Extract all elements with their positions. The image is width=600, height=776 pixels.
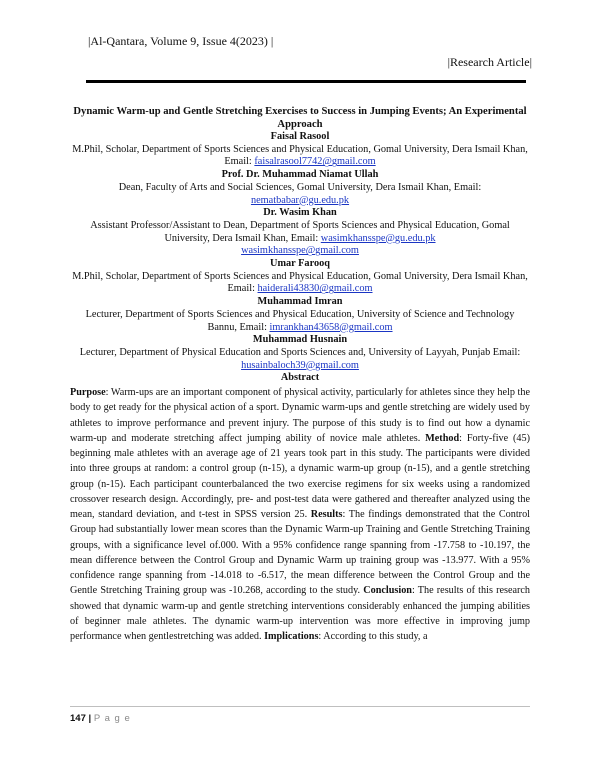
- paper-body: [70, 106, 530, 644]
- author-name: Muhammad Husnain: [252, 334, 348, 346]
- conclusion-text: : The results of this research showed that dynamic warm-up and gentle stretching interventions considerably enhanced the jumping abilities of beginner male athletes. The dynamic warm-up intervention was more effective in improving jump performance when gentlestretching was added.: [70, 585, 530, 643]
- author-name: Umar Farooq: [270, 258, 330, 270]
- affiliation-text: Lecturer, Department of Physical Education and Sports Sciences and, University of Layyah, Punjab Email:: [79, 346, 521, 358]
- affiliation-text: Assistant Professor/Assistant to Dean, Department of Sports Sciences and Physical Education, Gomal University, Dera Ismail Khan, Email:: [90, 219, 510, 244]
- email-link-secondary[interactable]: wasimkhansspe@gmail.com: [241, 245, 359, 257]
- abstract-heading: Abstract: [280, 372, 320, 384]
- paper-title: Dynamic Warm-up and Gentle Stretching Exercises to Success in Jumping Events; An Experimental Approach: [73, 106, 527, 130]
- author-name: Prof. Dr. Muhammad Niamat Ullah: [221, 169, 379, 181]
- email-link[interactable]: husainbaloch39@gmail.com: [241, 359, 359, 371]
- footer-rule: [70, 706, 530, 707]
- implications-label: Implications: [264, 631, 319, 643]
- email-link[interactable]: haiderali43830@gmail.com: [257, 283, 373, 295]
- affiliation-text: M.Phil, Scholar, Department of Sports Sciences and Physical Education, Gomal University, Dera Ismail Khan, Email:: [72, 143, 528, 168]
- implications-text: : According to this study, a: [318, 631, 428, 643]
- author-affiliation: [70, 271, 530, 296]
- author-affiliation: [70, 182, 530, 207]
- footer-separator: |: [88, 713, 92, 724]
- author-affiliation: [70, 347, 530, 372]
- author-name: Dr. Wasim Khan: [263, 207, 337, 219]
- affiliation-text: M.Phil, Scholar, Department of Sports Sciences and Physical Education, Gomal University, Dera Ismail Khan, Email:: [72, 270, 528, 295]
- page-footer: [70, 713, 131, 724]
- page-number: 147: [70, 713, 86, 724]
- article-type-header: |Research Article|: [447, 55, 532, 69]
- email-link[interactable]: faisalrasool7742@gmail.com: [254, 156, 376, 168]
- affiliation-text: Lecturer, Department of Sports Sciences and Physical Education, University of Science and Technology Bannu, Email:: [85, 308, 515, 333]
- header-rule: [86, 80, 526, 83]
- results-text: : The findings demonstrated that the Control Group had substantially lower mean scores than the Dynamic Warm-up Training and Gentle Stretching Training groups, with a significance level of.000. With a 95% confidence range spanning from -17.758 to -10.197, the mean difference between the Control Group and Dynamic Warm up training group was -13.977. With a 95% confidence range spanning from -14.018 to -6.517, the mean difference between the Control Group and the Gentle Stretching Training group was -10.268, according to the study.: [70, 509, 530, 597]
- abstract-text: [70, 385, 530, 644]
- author-name: Muhammad Imran: [257, 296, 343, 308]
- email-link[interactable]: nematbabar@gu.edu.pk: [250, 194, 350, 206]
- author-affiliation: [70, 220, 530, 258]
- author-affiliation: [70, 309, 530, 334]
- method-text: : Forty-five (45) beginning male athletes with an average age of 21 years took part in this study. The participants were divided into three groups at random: a control group (n-15), a dynamic warm-up group (n-15), and a gentle stretching group (n-15). Each participant counterbalanced the two exercise regimens for six weeks using a randomized crossover research design. Accordingly, pre- and post-test data were gathered and thereafter analyzed using the mean, standard deviation, and t-test in SPSS version 25.: [70, 432, 530, 521]
- page-label: P a g e: [93, 713, 131, 724]
- results-label: Results: [310, 509, 343, 521]
- conclusion-label: Conclusion: [363, 585, 412, 597]
- author-name: Faisal Rasool: [270, 131, 330, 142]
- affiliation-text: Dean, Faculty of Arts and Social Sciences, Gomal University, Dera Ismail Khan, Email:: [118, 181, 482, 193]
- author-affiliation: [70, 144, 530, 169]
- email-link[interactable]: wasimkhansspe@gu.edu.pk: [320, 232, 436, 244]
- email-link[interactable]: imrankhan43658@gmail.com: [269, 321, 393, 333]
- journal-header: |Al-Qantara, Volume 9, Issue 4(2023) |: [88, 34, 274, 48]
- purpose-text: : Warm-ups are an important component of physical activity, particularly for athletes since they help the body to get ready for the physical action of a sport. Dynamic warm-ups and gentle stretching are widely used by athletes to improve performance and prevent injury. The purpose of this study is to find out how a dynamic warm-up and moderate stretching affect jumping ability of novice male athletes.: [70, 387, 530, 444]
- purpose-label: Purpose: [70, 387, 106, 399]
- method-label: Method: [425, 432, 460, 444]
